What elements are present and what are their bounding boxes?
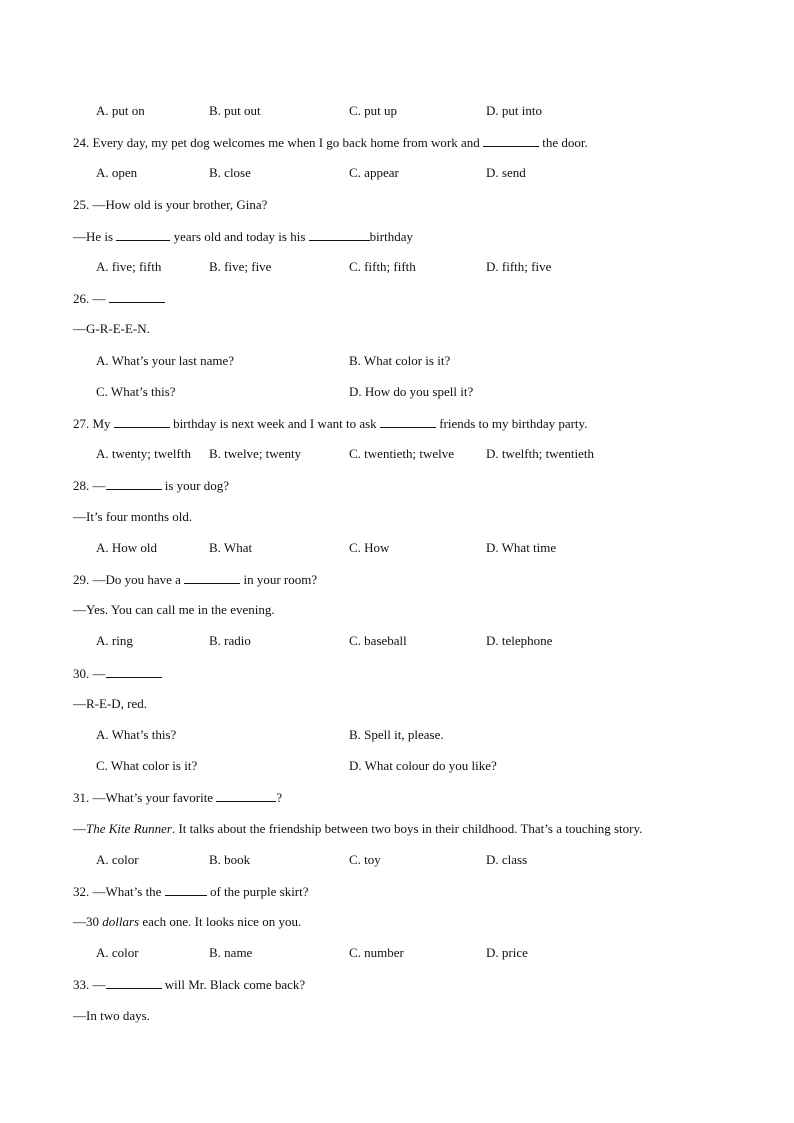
q33-blank <box>106 976 162 989</box>
q25-reply <box>73 228 413 245</box>
q31-stem <box>73 789 282 806</box>
q25-reply-before: —He is <box>73 229 117 244</box>
q27-stem <box>73 415 587 432</box>
q27-stem-mid: birthday is next week and I want to ask <box>169 416 380 431</box>
q32-option-d[interactable]: D. price <box>486 945 528 960</box>
q31-book-title: The Kite Runner <box>86 821 172 836</box>
q31-reply-after: . It talks about the friendship between two boys in their childhood. That’s a touching story. <box>171 821 643 836</box>
q27-stem-after: friends to my birthday party. <box>435 416 588 431</box>
q31-stem-after: ? <box>276 790 283 805</box>
q31-reply-dash: — <box>73 821 86 836</box>
q30-reply: —R-E-D, red. <box>73 696 148 711</box>
q30-option-c[interactable]: C. What color is it? <box>96 758 198 773</box>
q26-option-a[interactable]: A. What’s your last name? <box>96 353 235 368</box>
q29-option-a[interactable]: A. ring <box>96 633 133 648</box>
q28-stem-after: is your dog? <box>161 478 230 493</box>
q32-option-c[interactable]: C. number <box>349 945 404 960</box>
q29-stem-after: in your room? <box>240 572 318 587</box>
q31-blank <box>216 789 276 802</box>
q29-stem <box>73 571 317 588</box>
q25-option-d[interactable]: D. fifth; five <box>486 259 552 274</box>
q29-option-c[interactable]: C. baseball <box>349 633 407 648</box>
q29-reply: —Yes. You can call me in the evening. <box>73 602 275 617</box>
q27-option-c[interactable]: C. twentieth; twelve <box>349 446 455 461</box>
q32-blank <box>165 883 207 896</box>
q32-reply-italic: dollars <box>102 914 140 929</box>
q30-option-d[interactable]: D. What colour do you like? <box>349 758 497 773</box>
q28-stem <box>73 477 229 494</box>
q28-option-d[interactable]: D. What time <box>486 540 557 555</box>
q27-option-a[interactable]: A. twenty; twelfth <box>96 446 191 461</box>
q33-reply: —In two days. <box>73 1008 150 1023</box>
q31-reply <box>73 821 642 837</box>
q25-option-a[interactable]: A. five; fifth <box>96 259 162 274</box>
q23-option-b[interactable]: B. put out <box>209 103 261 118</box>
q32-option-b[interactable]: B. name <box>209 945 253 960</box>
q28-blank <box>106 477 162 490</box>
q30-option-b[interactable]: B. Spell it, please. <box>349 727 444 742</box>
q32-stem-before: 32. —What’s the <box>73 884 165 899</box>
q27-option-d[interactable]: D. twelfth; twentieth <box>486 446 594 461</box>
q27-blank-2 <box>380 415 436 428</box>
q32-stem <box>73 883 309 900</box>
q26-reply: —G-R-E-E-N. <box>73 321 150 336</box>
q29-stem-before: 29. —Do you have a <box>73 572 185 587</box>
q26-stem <box>73 290 165 307</box>
q28-option-a[interactable]: A. How old <box>96 540 158 555</box>
q24-option-c[interactable]: C. appear <box>349 165 399 180</box>
q32-option-a[interactable]: A. color <box>96 945 139 960</box>
q33-stem <box>73 976 305 993</box>
q28-stem-before: 28. — <box>73 478 106 493</box>
q31-stem-before: 31. —What’s your favorite <box>73 790 217 805</box>
q24-stem-after: the door. <box>539 135 588 150</box>
q28-reply: —It’s four months old. <box>73 509 193 524</box>
q24-stem-before: 24. Every day, my pet dog welcomes me when I go back home from work and <box>73 135 483 150</box>
q33-stem-after: will Mr. Black come back? <box>161 977 306 992</box>
q30-blank <box>106 665 162 678</box>
q24-stem <box>73 134 588 151</box>
q29-option-b[interactable]: B. radio <box>209 633 251 648</box>
q25-stem: 25. —How old is your brother, Gina? <box>73 197 268 212</box>
q33-stem-before: 33. — <box>73 977 106 992</box>
q24-option-b[interactable]: B. close <box>209 165 251 180</box>
q31-option-d[interactable]: D. class <box>486 852 528 867</box>
q28-option-c[interactable]: C. How <box>349 540 390 555</box>
q25-reply-mid: years old and today is his <box>170 229 309 244</box>
q29-blank <box>184 571 240 584</box>
q26-option-c[interactable]: C. What’s this? <box>96 384 176 399</box>
q30-option-a[interactable]: A. What’s this? <box>96 727 177 742</box>
q25-option-b[interactable]: B. five; five <box>209 259 272 274</box>
q29-option-d[interactable]: D. telephone <box>486 633 553 648</box>
q25-blank-1 <box>116 228 170 241</box>
q28-option-b[interactable]: B. What <box>209 540 253 555</box>
q32-reply-after: each one. It looks nice on you. <box>139 914 302 929</box>
q24-blank <box>483 134 539 147</box>
q25-option-c[interactable]: C. fifth; fifth <box>349 259 416 274</box>
q27-blank-1 <box>114 415 170 428</box>
q23-option-c[interactable]: C. put up <box>349 103 398 118</box>
q26-option-d[interactable]: D. How do you spell it? <box>349 384 474 399</box>
q23-option-a[interactable]: A. put on <box>96 103 145 118</box>
q26-stem-text: 26. — <box>73 291 109 306</box>
q32-reply <box>73 914 301 930</box>
q25-reply-after: birthday <box>369 229 413 244</box>
q26-option-b[interactable]: B. What color is it? <box>349 353 451 368</box>
q26-blank <box>109 290 165 303</box>
q32-stem-after: of the purple skirt? <box>206 884 309 899</box>
q30-stem <box>73 665 162 682</box>
q23-option-d[interactable]: D. put into <box>486 103 542 118</box>
q24-option-a[interactable]: A. open <box>96 165 138 180</box>
q27-option-b[interactable]: B. twelve; twenty <box>209 446 302 461</box>
q27-stem-before: 27. My <box>73 416 114 431</box>
q31-option-c[interactable]: C. toy <box>349 852 381 867</box>
q30-stem-text: 30. — <box>73 666 106 681</box>
q25-blank-2 <box>309 228 370 241</box>
q32-reply-before: —30 <box>73 914 103 929</box>
q24-option-d[interactable]: D. send <box>486 165 526 180</box>
q31-option-a[interactable]: A. color <box>96 852 139 867</box>
q31-option-b[interactable]: B. book <box>209 852 251 867</box>
